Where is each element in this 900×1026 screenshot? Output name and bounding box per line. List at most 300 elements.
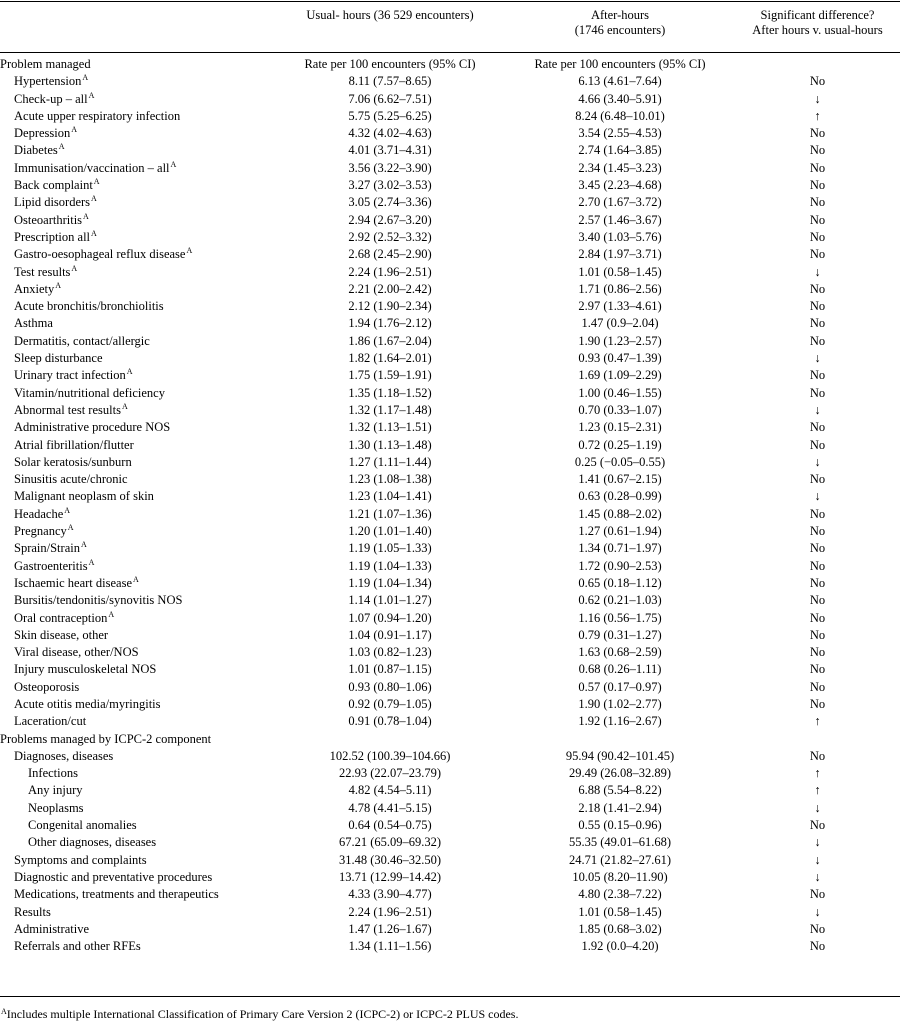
problem-label-text: Osteoporosis xyxy=(14,679,80,694)
after-hours-rate: 1.27 (0.61–1.94) xyxy=(578,524,662,539)
significance-indicator: ↓ xyxy=(814,869,821,884)
problem-label xyxy=(14,679,79,696)
problem-label xyxy=(14,125,77,142)
problem-label-text: Viral disease, other/NOS xyxy=(14,645,139,660)
problem-label-text: Problems managed by ICPC-2 component xyxy=(0,731,212,746)
header-usual-hours-label: Usual- hours (36 529 encounters) xyxy=(306,8,474,22)
problem-label xyxy=(14,610,114,627)
header-after-hours xyxy=(505,8,735,38)
after-hours-rate: 2.97 (1.33–4.61) xyxy=(578,299,662,314)
after-hours-rate: 1.72 (0.90–2.53) xyxy=(578,558,662,573)
usual-hours-rate: 1.34 (1.11–1.56) xyxy=(348,939,432,954)
footnote-marker: A xyxy=(91,228,97,238)
problem-label-text: Check-up – all xyxy=(14,91,88,106)
significance-indicator: No xyxy=(809,420,826,435)
after-hours-rate: 0.72 (0.25–1.19) xyxy=(578,437,662,452)
after-hours-rate: 2.18 (1.41–2.94) xyxy=(578,800,662,815)
after-hours-rate: 1.63 (0.68–2.59) xyxy=(578,645,662,660)
problem-label xyxy=(14,367,133,384)
problem-label-text: Diagnoses, diseases xyxy=(14,748,114,763)
problem-label xyxy=(28,834,156,851)
problem-label-text: Administrative procedure NOS xyxy=(14,420,171,435)
significance-indicator: ↓ xyxy=(814,402,821,417)
table-row xyxy=(0,610,900,627)
problem-label-text: Immunisation/vaccination – all xyxy=(14,160,170,175)
table-row xyxy=(0,661,900,678)
problem-label xyxy=(14,558,94,575)
footnote-marker: A xyxy=(67,523,74,533)
problem-label-text: Abnormal test results xyxy=(14,402,121,417)
significance-indicator: No xyxy=(809,506,826,521)
table-row xyxy=(0,229,900,246)
usual-hours-rate: 1.14 (1.01–1.27) xyxy=(348,593,432,608)
usual-hours-rate: 1.82 (1.64–2.01) xyxy=(348,351,432,366)
after-hours-rate: 1.16 (0.56–1.75) xyxy=(578,610,662,625)
problem-label xyxy=(28,765,78,782)
problem-label-text: Dermatitis, contact/allergic xyxy=(14,333,150,348)
footnote-marker: A xyxy=(186,246,193,256)
after-hours-rate: 55.35 (49.01–61.68) xyxy=(568,835,672,850)
significance-indicator: ↑ xyxy=(814,108,821,123)
problem-label xyxy=(14,229,97,246)
problem-label-text: Osteoarthritis xyxy=(14,212,83,227)
usual-hours-rate: 7.06 (6.62–7.51) xyxy=(348,91,432,106)
table-row xyxy=(0,696,900,713)
problem-label-text: Pregnancy xyxy=(14,524,67,539)
usual-hours-rate: 3.56 (3.22–3.90) xyxy=(348,160,432,175)
significance-indicator: No xyxy=(809,679,826,694)
usual-hours-rate: 67.21 (65.09–69.32) xyxy=(338,835,442,850)
after-hours-rate: 3.45 (2.23–4.68) xyxy=(578,178,662,193)
table-row xyxy=(0,852,900,869)
usual-hours-rate: 4.33 (3.90–4.77) xyxy=(348,887,432,902)
after-hours-rate: 0.55 (0.15–0.96) xyxy=(578,818,662,833)
problem-label xyxy=(14,506,70,523)
problem-label xyxy=(14,437,134,454)
problem-label xyxy=(14,852,147,869)
table-row xyxy=(0,800,900,817)
problem-label xyxy=(28,782,83,799)
table-section-row xyxy=(0,731,900,748)
significance-indicator: ↑ xyxy=(814,714,821,729)
significance-indicator: No xyxy=(809,299,826,314)
after-hours-rate: 6.88 (5.54–8.22) xyxy=(578,783,662,798)
table-row xyxy=(0,315,900,332)
problem-label xyxy=(14,281,61,298)
section-label xyxy=(0,731,211,748)
problem-label xyxy=(14,402,128,419)
significance-indicator: No xyxy=(809,316,826,331)
usual-hours-rate: 22.93 (22.07–23.79) xyxy=(338,766,442,781)
header-after-hours-line1: After-hours xyxy=(590,8,650,22)
significance-indicator: ↓ xyxy=(814,264,821,279)
problem-label xyxy=(14,523,74,540)
problem-label-text: Referrals and other RFEs xyxy=(14,939,141,954)
problem-label-text: Back complaint xyxy=(14,178,93,193)
usual-hours-rate: 2.92 (2.52–3.32) xyxy=(348,229,432,244)
problem-label xyxy=(14,471,128,488)
significance-indicator: ↓ xyxy=(814,489,821,504)
table-row xyxy=(0,160,900,177)
significance-indicator: ↑ xyxy=(814,766,821,781)
usual-hours-rate: 3.27 (3.02–3.53) xyxy=(348,178,432,193)
problem-label xyxy=(14,73,88,90)
after-hours-rate: 1.41 (0.67–2.15) xyxy=(578,472,662,487)
footnote-marker: A xyxy=(108,609,115,619)
problem-label-text: Urinary tract infection xyxy=(14,368,126,383)
problem-label-text: Skin disease, other xyxy=(14,627,109,642)
significance-indicator: No xyxy=(809,368,826,383)
significance-indicator: ↓ xyxy=(814,800,821,815)
significance-indicator: ↓ xyxy=(814,91,821,106)
usual-hours-rate: Rate per 100 encounters (95% CI) xyxy=(304,57,476,71)
significance-indicator: No xyxy=(809,195,826,210)
significance-indicator: No xyxy=(809,437,826,452)
significance-indicator: No xyxy=(809,247,826,262)
table-row xyxy=(0,627,900,644)
problem-label-text: Headache xyxy=(14,506,64,521)
after-hours-rate: 1.45 (0.88–2.02) xyxy=(578,506,662,521)
table-row xyxy=(0,592,900,609)
problem-label xyxy=(14,333,150,350)
problem-label-text: Sleep disturbance xyxy=(14,351,103,366)
significance-indicator: No xyxy=(809,593,826,608)
table-row xyxy=(0,748,900,765)
table-row xyxy=(0,904,900,921)
after-hours-rate: 0.63 (0.28–0.99) xyxy=(578,489,662,504)
header-significance xyxy=(735,8,900,38)
table-row xyxy=(0,298,900,315)
usual-hours-rate: 3.05 (2.74–3.36) xyxy=(348,195,432,210)
usual-hours-rate: 2.24 (1.96–2.51) xyxy=(348,264,432,279)
table-row xyxy=(0,523,900,540)
significance-indicator: No xyxy=(809,818,826,833)
usual-hours-rate: 4.32 (4.02–4.63) xyxy=(348,126,432,141)
problem-label-text: Other diagnoses, diseases xyxy=(28,835,157,850)
significance-indicator: ↓ xyxy=(814,351,821,366)
usual-hours-rate: 1.07 (0.94–1.20) xyxy=(348,610,432,625)
footnote-marker: A xyxy=(91,194,97,204)
problem-label-text: Asthma xyxy=(14,316,53,331)
significance-indicator: ↓ xyxy=(814,835,821,850)
significance-indicator: No xyxy=(809,645,826,660)
after-hours-rate: 0.93 (0.47–1.39) xyxy=(578,351,662,366)
problem-label-text: Sinusitis acute/chronic xyxy=(14,472,128,487)
problem-label xyxy=(14,904,51,921)
problem-label xyxy=(14,298,164,315)
table-bottom-rule xyxy=(0,996,900,997)
problem-label-text: Results xyxy=(14,904,51,919)
usual-hours-rate: 1.47 (1.26–1.67) xyxy=(348,921,432,936)
problem-label xyxy=(14,886,219,903)
after-hours-rate: 24.71 (21.82–27.61) xyxy=(568,852,672,867)
problem-label xyxy=(14,575,139,592)
usual-hours-rate: 1.32 (1.17–1.48) xyxy=(348,402,432,417)
after-hours-rate: 1.47 (0.9–2.04) xyxy=(581,316,659,331)
problem-label xyxy=(14,91,94,108)
after-hours-rate: 1.71 (0.86–2.56) xyxy=(578,281,662,296)
problem-label-text: Problem managed xyxy=(0,57,91,71)
problem-label xyxy=(14,592,182,609)
after-hours-rate: 6.13 (4.61–7.64) xyxy=(578,74,662,89)
significance-indicator: No xyxy=(809,385,826,400)
after-hours-rate: 2.34 (1.45–3.23) xyxy=(578,160,662,175)
table-row xyxy=(0,921,900,938)
header-bottom-rule xyxy=(0,52,900,53)
problem-label-text: Solar keratosis/sunburn xyxy=(14,454,132,469)
table-row xyxy=(0,437,900,454)
header-usual-hours xyxy=(270,8,510,23)
significance-indicator: No xyxy=(809,126,826,141)
significance-indicator: No xyxy=(809,178,826,193)
usual-hours-rate: 4.78 (4.41–5.15) xyxy=(348,800,432,815)
table-row xyxy=(0,91,900,108)
usual-hours-rate: 0.92 (0.79–1.05) xyxy=(348,696,432,711)
after-hours-rate: 0.79 (0.31–1.27) xyxy=(578,627,662,642)
problem-label-text: Any injury xyxy=(28,783,83,798)
after-hours-rate: 4.66 (3.40–5.91) xyxy=(578,91,662,106)
significance-indicator: ↓ xyxy=(814,454,821,469)
footnote-marker: A xyxy=(88,90,95,100)
after-hours-rate: 2.84 (1.97–3.71) xyxy=(578,247,662,262)
problem-label-text: Ischaemic heart disease xyxy=(14,575,132,590)
footnote-marker: A xyxy=(93,177,100,187)
problem-label-text: Infections xyxy=(28,766,78,781)
significance-indicator: No xyxy=(809,887,826,902)
after-hours-rate: 0.70 (0.33–1.07) xyxy=(578,402,662,417)
after-hours-rate: 1.90 (1.02–2.77) xyxy=(578,696,662,711)
problem-label-text: Atrial fibrillation/flutter xyxy=(14,437,134,452)
usual-hours-rate: 1.94 (1.76–2.12) xyxy=(348,316,432,331)
table-row xyxy=(0,454,900,471)
section-label xyxy=(0,56,91,73)
after-hours-rate: 3.40 (1.03–5.76) xyxy=(578,229,662,244)
table-row xyxy=(0,765,900,782)
table-row xyxy=(0,419,900,436)
table-body xyxy=(0,56,900,955)
problem-label xyxy=(14,696,161,713)
after-hours-rate: 4.80 (2.38–7.22) xyxy=(578,887,662,902)
problem-label-text: Laceration/cut xyxy=(14,714,87,729)
problem-label-text: Oral contraception xyxy=(14,610,108,625)
table-row xyxy=(0,938,900,955)
usual-hours-rate: 2.24 (1.96–2.51) xyxy=(348,904,432,919)
problem-label xyxy=(14,627,108,644)
footnote-marker: A xyxy=(83,211,89,221)
significance-indicator: No xyxy=(809,939,826,954)
problem-label-text: Acute upper respiratory infection xyxy=(14,108,181,123)
problem-label xyxy=(28,800,84,817)
usual-hours-rate: 4.01 (3.71–4.31) xyxy=(348,143,432,158)
header-significance-line1: Significant difference? xyxy=(760,8,875,22)
table-row xyxy=(0,644,900,661)
problem-label xyxy=(14,194,97,211)
usual-hours-rate: 1.32 (1.13–1.51) xyxy=(348,420,432,435)
after-hours-rate: 1.92 (0.0–4.20) xyxy=(581,939,659,954)
problem-label-text: Symptoms and complaints xyxy=(14,852,147,867)
significance-indicator: No xyxy=(809,575,826,590)
problem-label xyxy=(14,488,154,505)
usual-hours-rate: 1.35 (1.18–1.52) xyxy=(348,385,432,400)
usual-hours-rate: 102.52 (100.39–104.66) xyxy=(329,748,451,763)
after-hours-rate: 1.90 (1.23–2.57) xyxy=(578,333,662,348)
problem-label-text: Diabetes xyxy=(14,143,58,158)
usual-hours-rate: 0.93 (0.80–1.06) xyxy=(348,679,432,694)
after-hours-rate: 3.54 (2.55–4.53) xyxy=(578,126,662,141)
table-row xyxy=(0,869,900,886)
usual-hours-rate: 4.82 (4.54–5.11) xyxy=(348,783,432,798)
table-row xyxy=(0,142,900,159)
problem-label-text: Test results xyxy=(14,264,71,279)
after-hours-rate: 1.34 (0.71–1.97) xyxy=(578,541,662,556)
table-row xyxy=(0,886,900,903)
after-hours-rate: 0.62 (0.21–1.03) xyxy=(578,593,662,608)
problem-label xyxy=(14,177,100,194)
after-hours-rate: 1.01 (0.58–1.45) xyxy=(578,904,662,919)
table-row xyxy=(0,488,900,505)
table-footnote xyxy=(0,1007,518,1022)
significance-indicator: No xyxy=(809,627,826,642)
problem-label xyxy=(14,713,86,730)
after-hours-rate: 8.24 (6.48–10.01) xyxy=(575,108,665,123)
table-row xyxy=(0,385,900,402)
after-hours-rate: 10.05 (8.20–11.90) xyxy=(572,869,668,884)
table-row xyxy=(0,402,900,419)
after-hours-rate: 29.49 (26.08–32.89) xyxy=(568,766,672,781)
after-hours-rate: 1.01 (0.58–1.45) xyxy=(578,264,662,279)
problem-label-text: Prescription all xyxy=(14,229,91,244)
usual-hours-rate: 1.30 (1.13–1.48) xyxy=(348,437,432,452)
significance-indicator: No xyxy=(809,662,826,677)
after-hours-rate: 0.57 (0.17–0.97) xyxy=(578,679,662,694)
footnote-marker: A xyxy=(58,142,65,152)
problem-label xyxy=(14,142,65,159)
problem-label-text: Depression xyxy=(14,126,71,141)
usual-hours-rate: 1.19 (1.04–1.34) xyxy=(348,575,432,590)
problem-label xyxy=(14,921,89,938)
usual-hours-rate: 2.68 (2.45–2.90) xyxy=(348,247,432,262)
usual-hours-rate: 13.71 (12.99–14.42) xyxy=(338,869,442,884)
after-hours-rate: 1.00 (0.46–1.55) xyxy=(578,385,662,400)
significance-indicator: No xyxy=(809,921,826,936)
after-hours-rate: 95.94 (90.42–101.45) xyxy=(565,748,675,763)
after-hours-rate: Rate per 100 encounters (95% CI) xyxy=(534,57,706,71)
footnote-marker: A xyxy=(121,401,128,411)
significance-indicator: No xyxy=(809,281,826,296)
table-row xyxy=(0,108,900,125)
footnote-marker: A xyxy=(80,540,87,550)
after-hours-rate: 1.92 (1.16–2.67) xyxy=(578,714,662,729)
significance-indicator: No xyxy=(809,160,826,175)
problem-label xyxy=(14,644,139,661)
table-row xyxy=(0,73,900,90)
table-row xyxy=(0,575,900,592)
footnote-text: Includes multiple International Classification of Primary Care Version 2 (ICPC-2) or ICPC-2 PLUS codes. xyxy=(6,1007,519,1021)
table-row xyxy=(0,540,900,557)
problem-label xyxy=(14,869,212,886)
significance-indicator: No xyxy=(809,333,826,348)
problem-label-text: Injury musculoskeletal NOS xyxy=(14,662,157,677)
problem-label xyxy=(14,350,103,367)
significance-indicator: No xyxy=(809,610,826,625)
problem-label xyxy=(14,419,170,436)
table-row xyxy=(0,264,900,281)
usual-hours-rate: 1.19 (1.04–1.33) xyxy=(348,558,432,573)
after-hours-rate: 0.68 (0.26–1.11) xyxy=(578,662,662,677)
problem-label-text: Medications, treatments and therapeutics xyxy=(14,887,219,902)
usual-hours-rate: 2.21 (2.00–2.42) xyxy=(348,281,432,296)
usual-hours-rate: 1.20 (1.01–1.40) xyxy=(348,524,432,539)
usual-hours-rate: 1.03 (0.82–1.23) xyxy=(348,645,432,660)
significance-indicator: ↓ xyxy=(814,904,821,919)
problem-label-text: Acute otitis media/myringitis xyxy=(14,696,161,711)
footnote-marker: A xyxy=(82,73,89,83)
usual-hours-rate: 1.23 (1.04–1.41) xyxy=(348,489,432,504)
table-section-row xyxy=(0,56,900,73)
footnote-marker: A xyxy=(55,280,62,290)
significance-indicator: No xyxy=(809,472,826,487)
problem-label-text: Neoplasms xyxy=(28,800,84,815)
table-row xyxy=(0,367,900,384)
footnote-marker: A xyxy=(133,574,139,584)
problem-label-text: Acute bronchitis/bronchiolitis xyxy=(14,299,164,314)
problem-label-text: Administrative xyxy=(14,921,89,936)
after-hours-rate: 1.23 (0.15–2.31) xyxy=(578,420,662,435)
significance-indicator: No xyxy=(809,696,826,711)
significance-indicator: No xyxy=(809,558,826,573)
after-hours-rate: 2.70 (1.67–3.72) xyxy=(578,195,662,210)
problem-label xyxy=(14,315,53,332)
problem-label xyxy=(28,817,137,834)
problem-label-text: Congenital anomalies xyxy=(28,818,137,833)
table-row xyxy=(0,506,900,523)
problem-label-text: Bursitis/tendonitis/synovitis NOS xyxy=(14,593,183,608)
problem-label-text: Malignant neoplasm of skin xyxy=(14,489,154,504)
problem-label-text: Gastro-oesophageal reflux disease xyxy=(14,247,186,262)
after-hours-rate: 2.74 (1.64–3.85) xyxy=(578,143,662,158)
significance-indicator: No xyxy=(809,748,826,763)
table-top-rule xyxy=(0,1,900,2)
significance-indicator: ↓ xyxy=(814,852,821,867)
footnote-marker: A xyxy=(170,159,177,169)
problem-label xyxy=(14,661,156,678)
significance-indicator: No xyxy=(809,524,826,539)
footnote-marker: A xyxy=(71,125,78,135)
significance-indicator: No xyxy=(809,541,826,556)
problem-label-text: Hypertension xyxy=(14,74,82,89)
problem-label-text: Anxiety xyxy=(14,281,55,296)
problem-label xyxy=(14,108,180,125)
problem-label-text: Lipid disorders xyxy=(14,195,91,210)
header-significance-line2: After hours v. usual-hours xyxy=(752,23,883,37)
problem-label xyxy=(14,385,165,402)
footnote-marker: A xyxy=(126,367,133,377)
usual-hours-rate: 1.01 (0.87–1.15) xyxy=(348,662,432,677)
usual-hours-rate: 1.75 (1.59–1.91) xyxy=(348,368,432,383)
problem-label xyxy=(14,748,113,765)
after-hours-rate: 0.65 (0.18–1.12) xyxy=(578,575,662,590)
table-row xyxy=(0,679,900,696)
after-hours-rate: 1.69 (1.09–2.29) xyxy=(578,368,662,383)
problem-label-text: Sprain/Strain xyxy=(14,541,80,556)
table-row xyxy=(0,350,900,367)
problem-label-text: Diagnostic and preventative procedures xyxy=(14,869,213,884)
usual-hours-rate: 1.04 (0.91–1.17) xyxy=(348,627,432,642)
table-row xyxy=(0,471,900,488)
usual-hours-rate: 2.94 (2.67–3.20) xyxy=(348,212,432,227)
table-row xyxy=(0,333,900,350)
usual-hours-rate: 8.11 (7.57–8.65) xyxy=(348,74,432,89)
